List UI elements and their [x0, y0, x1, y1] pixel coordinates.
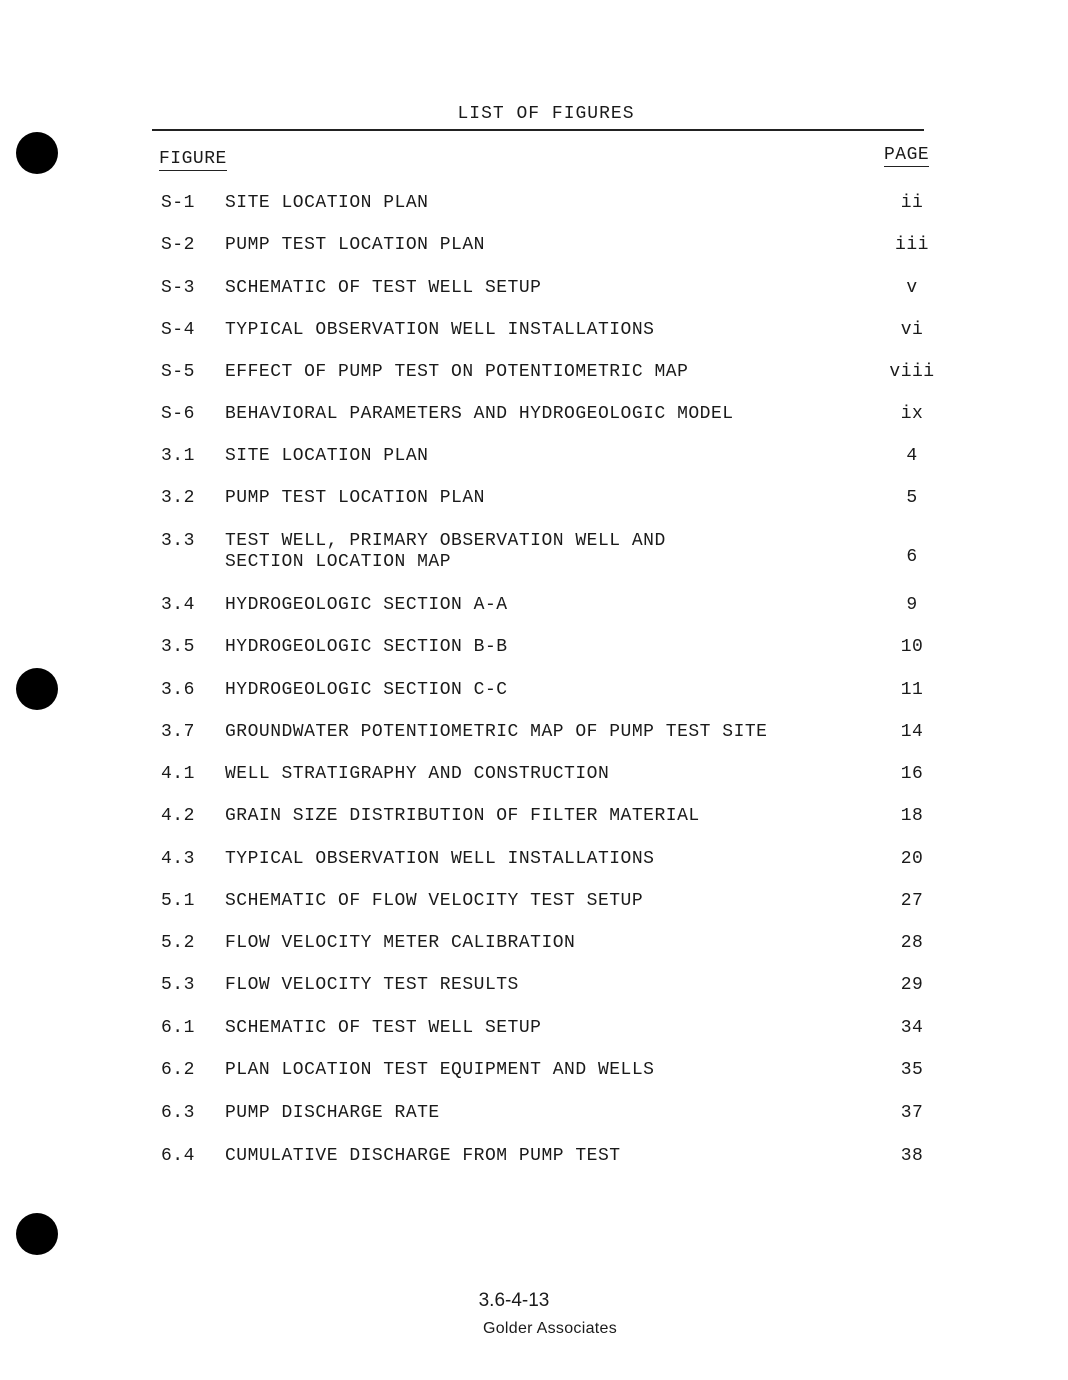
figure-caption: SCHEMATIC OF FLOW VELOCITY TEST SETUP: [225, 891, 644, 911]
figure-page-number: 37: [900, 1103, 924, 1123]
figure-number: 3.4: [161, 595, 195, 615]
figure-number: S-3: [161, 278, 195, 298]
figure-caption: TYPICAL OBSERVATION WELL INSTALLATIONS: [225, 849, 655, 869]
figure-page-number: 28: [900, 933, 924, 953]
page-title: LIST OF FIGURES: [457, 104, 635, 124]
figure-page-number: 34: [900, 1018, 924, 1038]
title-divider: [152, 129, 924, 131]
figure-caption: GROUNDWATER POTENTIOMETRIC MAP OF PUMP TEST SITE: [225, 722, 768, 742]
figure-page-number: 11: [900, 680, 924, 700]
figure-number: 6.3: [161, 1103, 195, 1123]
figure-page-number: 16: [900, 764, 924, 784]
figure-page-number: iii: [895, 235, 929, 255]
figure-number: S-6: [161, 404, 195, 424]
figure-caption: SCHEMATIC OF TEST WELL SETUP: [225, 1018, 542, 1038]
figure-page-number: 35: [900, 1060, 924, 1080]
figure-caption: PUMP DISCHARGE RATE: [225, 1103, 440, 1123]
figure-number: 5.1: [161, 891, 195, 911]
figure-page-number: 9: [906, 595, 918, 615]
figure-number: 4.1: [161, 764, 195, 784]
figure-number: 6.2: [161, 1060, 195, 1080]
figure-number: 5.2: [161, 933, 195, 953]
figure-caption: HYDROGEOLOGIC SECTION C-C: [225, 680, 508, 700]
figure-caption: PUMP TEST LOCATION PLAN: [225, 235, 485, 255]
figure-page-number: 29: [900, 975, 924, 995]
figure-number: 6.1: [161, 1018, 195, 1038]
figure-page-number: 14: [900, 722, 924, 742]
figure-number: 4.3: [161, 849, 195, 869]
figure-caption: HYDROGEOLOGIC SECTION A-A: [225, 595, 508, 615]
figure-number: 6.4: [161, 1146, 195, 1166]
figure-number: 5.3: [161, 975, 195, 995]
figure-number: 3.3: [161, 531, 195, 551]
figure-caption: TEST WELL, PRIMARY OBSERVATION WELL AND SECTION LOCATION MAP: [225, 531, 666, 572]
figure-page-number: 38: [900, 1146, 924, 1166]
figure-page-number: 18: [900, 806, 924, 826]
figure-caption: TYPICAL OBSERVATION WELL INSTALLATIONS: [225, 320, 655, 340]
figure-number: 3.7: [161, 722, 195, 742]
figure-page-number: 27: [900, 891, 924, 911]
figure-page-number: 5: [906, 488, 918, 508]
figure-caption: FLOW VELOCITY METER CALIBRATION: [225, 933, 576, 953]
figure-caption: PLAN LOCATION TEST EQUIPMENT AND WELLS: [225, 1060, 655, 1080]
page-column-header: PAGE: [884, 145, 930, 165]
figure-number: S-4: [161, 320, 195, 340]
figure-column-header: FIGURE: [159, 149, 227, 169]
footer-company-name: Golder Associates: [482, 1320, 618, 1337]
figure-page-number: 20: [900, 849, 924, 869]
figure-number: 3.5: [161, 637, 195, 657]
figure-caption: GRAIN SIZE DISTRIBUTION OF FILTER MATERIAL: [225, 806, 700, 826]
figure-caption: EFFECT OF PUMP TEST ON POTENTIOMETRIC MAP: [225, 362, 689, 382]
figure-number: S-5: [161, 362, 195, 382]
punch-hole-bottom: [16, 1213, 58, 1255]
figure-caption: WELL STRATIGRAPHY AND CONSTRUCTION: [225, 764, 610, 784]
figure-caption: CUMULATIVE DISCHARGE FROM PUMP TEST: [225, 1146, 621, 1166]
figure-page-number: ix: [900, 404, 924, 424]
punch-hole-top: [16, 132, 58, 174]
footer-page-code: 3.6-4-13: [478, 1290, 550, 1311]
figure-caption: SCHEMATIC OF TEST WELL SETUP: [225, 278, 542, 298]
figure-caption: HYDROGEOLOGIC SECTION B-B: [225, 637, 508, 657]
figure-number: S-2: [161, 235, 195, 255]
figure-caption: BEHAVIORAL PARAMETERS AND HYDROGEOLOGIC MODEL: [225, 404, 734, 424]
figure-page-number: ii: [900, 193, 924, 213]
figure-number: 3.1: [161, 446, 195, 466]
figure-caption: FLOW VELOCITY TEST RESULTS: [225, 975, 519, 995]
figure-caption: SITE LOCATION PLAN: [225, 446, 429, 466]
figure-page-number: v: [906, 278, 918, 298]
figure-page-number: viii: [889, 362, 935, 382]
figure-page-number: 6: [906, 547, 918, 567]
punch-hole-middle: [16, 668, 58, 710]
figure-number: 3.2: [161, 488, 195, 508]
figure-number: 3.6: [161, 680, 195, 700]
figure-page-number: vi: [900, 320, 924, 340]
figure-number: S-1: [161, 193, 195, 213]
figure-page-number: 10: [900, 637, 924, 657]
figure-caption: PUMP TEST LOCATION PLAN: [225, 488, 485, 508]
figure-page-number: 4: [906, 446, 918, 466]
figure-caption: SITE LOCATION PLAN: [225, 193, 429, 213]
figure-number: 4.2: [161, 806, 195, 826]
